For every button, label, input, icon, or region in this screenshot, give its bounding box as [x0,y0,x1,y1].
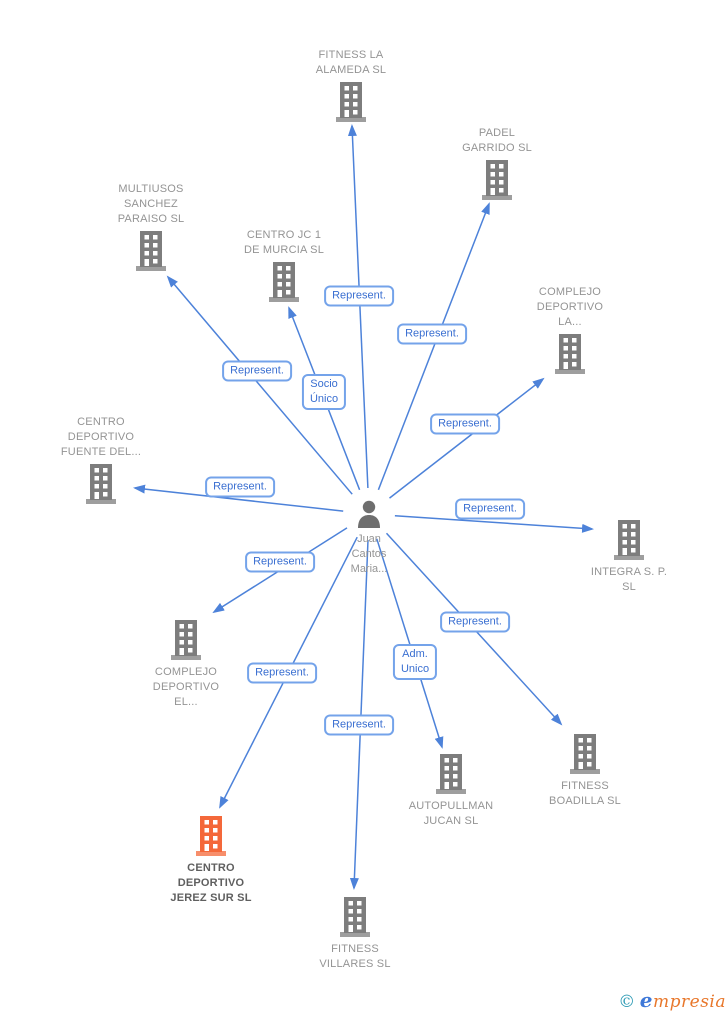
company-label-fitness-boadilla [549,779,621,809]
relationship-type-label-complejo-deportivo-la [430,414,500,435]
company-label-line: ALAMEDA SL [315,64,387,76]
relationship-type-label-centro-jc-1-de-murcia [302,374,346,410]
person-node[interactable] [355,500,383,528]
building-icon [84,464,118,504]
company-label-line: JUCAN SL [423,815,479,827]
company-label-line: FITNESS [331,943,379,955]
relationship-type-label-multiusos-sanchez-paraiso [222,361,292,382]
company-label-fitness-la-alameda [316,48,386,78]
company-node-centro-deportivo-fuente-del[interactable] [84,464,118,504]
company-label-multiusos-sanchez-paraiso [118,182,185,227]
relationship-type-line: Adm. [402,648,428,660]
relationship-type-line: Represent. [253,555,307,568]
company-node-integra-s-p[interactable] [612,520,646,560]
relationship-type-line: Represent. [213,480,267,493]
building-icon [568,734,602,774]
relationship-type-label-padel-garrido [397,324,467,345]
company-node-centro-deportivo-jerez-sur[interactable] [194,816,228,856]
company-label-line: BOADILLA SL [549,795,621,807]
company-label-line: SL [622,581,636,593]
building-icon [338,897,372,937]
building-icon [334,82,368,122]
company-label-fitness-villares [319,942,390,972]
building-icon [480,160,514,200]
relationship-type-line: Represent. [448,615,502,628]
company-node-fitness-villares[interactable] [338,897,372,937]
company-label-line: CENTRO [77,416,125,428]
company-node-complejo-deportivo-la[interactable] [553,334,587,374]
company-node-autopullman-jucan[interactable] [434,754,468,794]
company-node-centro-jc-1-de-murcia[interactable] [267,262,301,302]
company-label-line: PADEL [478,127,516,139]
company-label-line: PARAISO SL [117,213,185,225]
building-icon [434,754,468,794]
relationship-type-line: Represent. [405,327,459,340]
company-label-line: FITNESS [561,780,609,792]
building-icon [612,520,646,560]
relationship-type-label-fitness-boadilla [440,612,510,633]
relationship-type-line: Represent. [230,364,284,377]
company-label-line: GARRIDO SL [462,142,532,154]
relationship-type-line: Unico [400,663,430,675]
relationship-type-label-centro-deportivo-fuente-del [205,477,275,498]
company-label-line: DEPORTIVO [67,431,135,443]
company-label-line: COMPLEJO [154,666,218,678]
person-name [351,532,388,577]
company-label-line: EL... [174,696,198,708]
company-label-centro-deportivo-jerez-sur [170,861,251,906]
company-label-line: AUTOPULLMAN [408,800,494,812]
company-label-autopullman-jucan [409,799,494,829]
brand-text: mpresia [653,992,726,1012]
building-icon [169,620,203,660]
person-name-line: Juan [357,533,381,545]
building-icon [194,816,228,856]
company-label-line: JEREZ SUR SL [170,892,252,904]
company-label-line: DEPORTIVO [152,681,220,693]
company-label-line: COMPLEJO [538,286,602,298]
relationship-edge-fitness-la-alameda [352,126,368,488]
relationship-type-line: Represent. [438,417,492,430]
company-label-line: CENTRO JC 1 [246,229,322,241]
relationship-type-line: Represent. [332,718,386,731]
company-label-line: LA... [558,316,582,328]
company-label-integra-s-p [591,565,667,595]
relationship-type-label-centro-deportivo-jerez-sur [247,663,317,684]
building-icon [267,262,301,302]
company-label-centro-jc-1-de-murcia [244,228,324,258]
relationship-type-line: Represent. [463,502,517,515]
brand-initial: e [639,988,653,1012]
relationship-edge-complejo-deportivo-la [390,379,544,498]
person-name-line: Maria... [350,563,388,575]
relationship-type-line: Represent. [255,666,309,679]
relationship-type-line: Represent. [332,289,386,302]
company-node-complejo-deportivo-el[interactable] [169,620,203,660]
relationship-type-label-fitness-la-alameda [324,286,394,307]
company-node-padel-garrido[interactable] [480,160,514,200]
building-icon [134,231,168,271]
company-label-line: FUENTE DEL... [60,446,142,458]
company-label-centro-deportivo-fuente-del [61,415,141,460]
company-label-line: DE MURCIA SL [243,244,325,256]
company-label-line: SANCHEZ [124,198,178,210]
relationship-type-label-integra-s-p [455,499,525,520]
building-icon [553,334,587,374]
company-label-line: INTEGRA S. P. [590,566,668,578]
company-node-fitness-la-alameda[interactable] [334,82,368,122]
empresia-watermark [618,988,726,1012]
person-icon [355,500,383,528]
copyright-icon: © [618,992,636,1012]
company-label-line: VILLARES SL [319,958,391,970]
company-node-fitness-boadilla[interactable] [568,734,602,774]
relationship-type-label-autopullman-jucan [393,644,437,680]
company-label-padel-garrido [462,126,532,156]
person-name-line: Cantos [351,548,387,560]
relationship-type-label-complejo-deportivo-el [245,552,315,573]
relationship-type-line: Socio [310,378,338,390]
company-label-line: CENTRO [187,862,235,874]
company-label-complejo-deportivo-el [153,665,219,710]
company-label-line: DEPORTIVO [536,301,604,313]
company-label-line: MULTIUSOS [118,183,184,195]
relationship-type-label-fitness-villares [324,715,394,736]
company-label-complejo-deportivo-la [537,285,603,330]
company-label-line: FITNESS LA [318,49,384,61]
company-node-multiusos-sanchez-paraiso[interactable] [134,231,168,271]
relationship-edge-padel-garrido [378,204,489,490]
relationship-type-line: Único [309,393,339,405]
company-label-line: DEPORTIVO [177,877,245,889]
